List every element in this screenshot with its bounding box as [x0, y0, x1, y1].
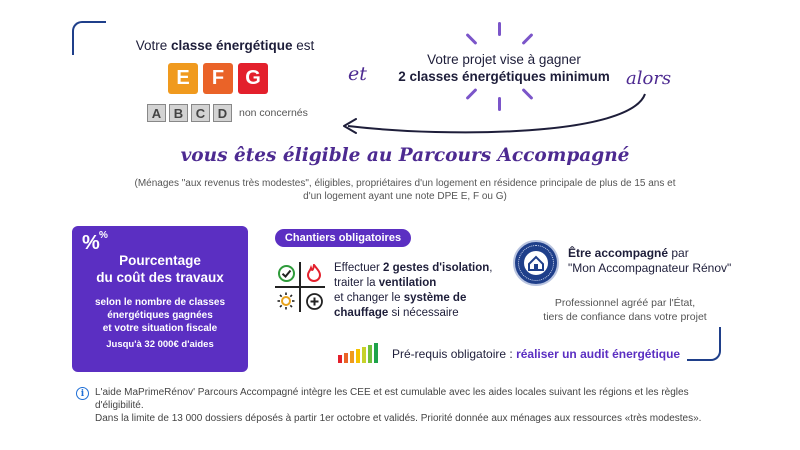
conditions-line1: (Ménages "aux revenus très modestes", éligibles, propriétaires d'un logement en résidence principale de plus de 15 ans et	[134, 178, 676, 189]
prerequisite-text	[392, 347, 680, 361]
works-line4	[334, 306, 504, 321]
eligibility-title: vous êtes éligible au Parcours Accompagné	[180, 145, 630, 166]
acc-bold: Être accompagné	[568, 246, 669, 260]
energy-class-b: B	[169, 104, 188, 122]
acc-rest1: par	[668, 246, 689, 260]
works-t3: traiter la	[334, 277, 379, 289]
energy-class-c: C	[191, 104, 210, 122]
energy-class-d: D	[213, 104, 232, 122]
percentage-title-line1: Pourcentage	[119, 253, 201, 268]
works-t4: et changer le	[334, 292, 404, 304]
energy-class-a: A	[147, 104, 166, 122]
other-classes-list	[147, 104, 232, 122]
works-b3: système de	[403, 292, 467, 304]
percentage-card	[72, 226, 248, 372]
curved-arrow-icon	[330, 88, 660, 140]
percentage-title	[72, 252, 248, 286]
chantiers-pill: Chantiers obligatoires	[275, 229, 411, 247]
conditions-line2: d'un logement ayant une note DPE E, F ou G)	[303, 191, 507, 202]
projet-line2: 2 classes énergétiques minimum	[398, 69, 610, 84]
eligibility-conditions	[120, 177, 690, 203]
percentage-sub-line2: énergétiques gagnées	[107, 310, 213, 321]
percentage-title-line2: du coût des travaux	[96, 270, 224, 285]
works-b1: 2 gestes d'isolation	[383, 262, 490, 274]
plus-icon	[304, 291, 324, 311]
energy-bar	[362, 347, 366, 363]
classe-bold: classe énergétique	[170, 38, 293, 53]
percentage-subtitle	[72, 296, 248, 335]
accompagnement-text	[568, 246, 738, 276]
energy-class-f: F	[203, 63, 233, 94]
acc-line1	[568, 246, 738, 261]
sun-icon	[276, 291, 296, 311]
works-t1: Effectuer	[334, 262, 384, 274]
percentage-sub-line1: selon le nombre de classes	[94, 297, 226, 308]
pro-line1: Professionnel agréé par l'État,	[554, 297, 696, 309]
works-grid-icon	[275, 262, 325, 312]
percent-small-icon: %	[99, 230, 108, 241]
footer-line2: Dans la limite de 13 000 dossiers déposés à partir 1er octobre et validés. Priorité donnée aux ménages aux ressources «très modestes».	[95, 413, 702, 424]
energy-bar	[344, 353, 348, 363]
percentage-sub-line3: et votre situation fiscale	[102, 323, 218, 334]
works-b4: chauffage	[334, 307, 389, 319]
corner-decoration-top-left	[72, 21, 106, 55]
works-line1	[334, 261, 504, 276]
energy-bar	[338, 355, 342, 363]
acc-line2: "Mon Accompagnateur Rénov"	[568, 261, 732, 275]
energy-bar	[350, 351, 354, 363]
info-icon: i	[76, 387, 89, 400]
classe-energetique-text	[110, 38, 340, 53]
works-b2: ventilation	[378, 277, 437, 289]
energy-bar	[374, 343, 378, 363]
check-icon	[276, 263, 296, 283]
projet-line1: Votre projet vise à gagner	[427, 52, 581, 67]
max-amount: Jusqu'à 32 000€ d'aides	[106, 339, 214, 350]
classe-prefix: Votre	[135, 38, 171, 53]
classe-suffix: est	[292, 38, 315, 53]
et-connector: et	[348, 63, 367, 85]
works-t5: si nécessaire	[388, 307, 459, 319]
works-description	[334, 261, 504, 321]
energy-class-e: E	[168, 63, 198, 94]
energy-bars-icon	[338, 341, 380, 363]
works-t2: ,	[489, 262, 493, 274]
energy-bar	[356, 349, 360, 363]
other-classes-row	[147, 104, 308, 122]
professional-text	[520, 296, 730, 324]
accompagnateur-seal-icon	[513, 240, 559, 286]
prerequisite-bold: réaliser un audit énergétique	[516, 347, 681, 361]
bad-classes-row	[168, 63, 268, 94]
percent-icon: %	[82, 232, 100, 254]
footer-note	[95, 386, 735, 425]
energy-bar	[368, 345, 372, 363]
works-line3	[334, 291, 504, 306]
not-concerned-label: non concernés	[239, 107, 308, 119]
flame-icon	[304, 263, 324, 283]
pro-line2: tiers de confiance dans votre projet	[543, 311, 707, 323]
energy-class-g: G	[238, 63, 268, 94]
corner-decoration-bottom-right	[687, 327, 721, 361]
footer-line1: L'aide MaPrimeRénov' Parcours Accompagné intègre les CEE et est cumulable avec les aides locales suivant les régions et les règles d'éligibilité.	[95, 387, 689, 411]
alors-connector: alors	[626, 68, 672, 89]
projet-text	[388, 51, 620, 85]
prerequisite-label: Pré-requis obligatoire :	[392, 347, 517, 361]
works-line2	[334, 276, 504, 291]
